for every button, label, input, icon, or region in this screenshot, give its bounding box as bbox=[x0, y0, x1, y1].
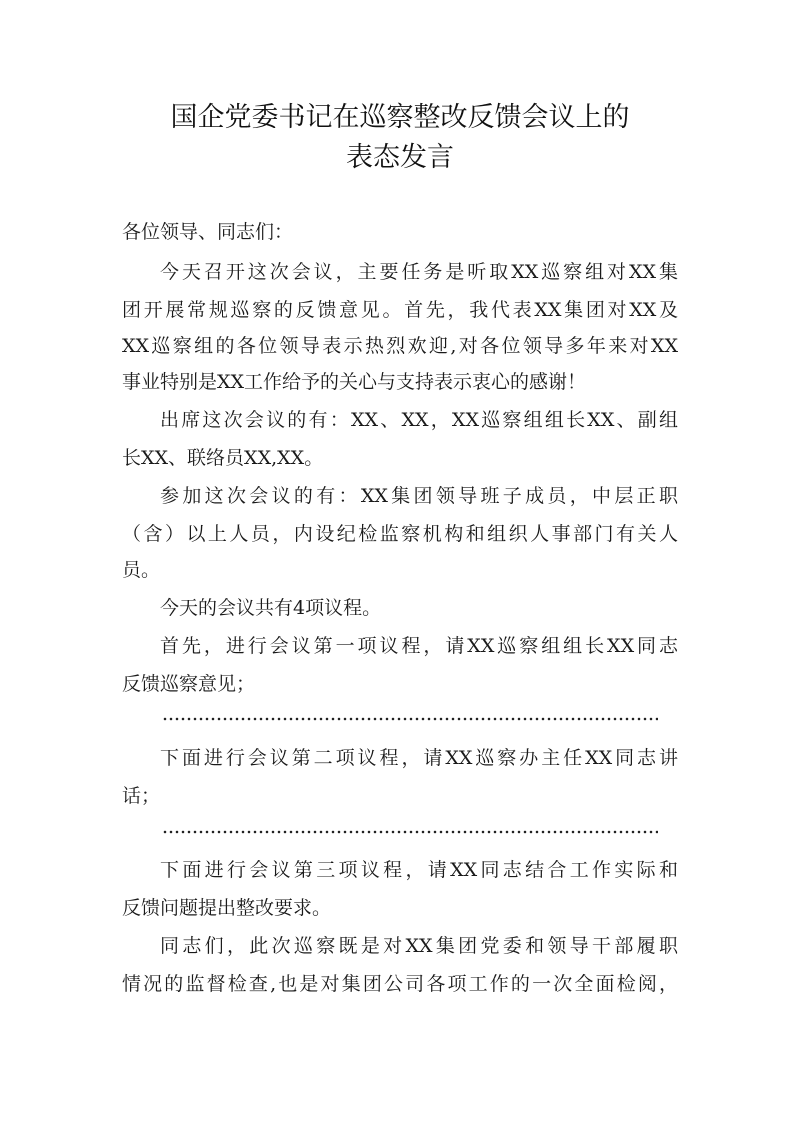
ellipsis-separator bbox=[162, 717, 658, 721]
paragraph-line: 长XX、联络员XX,XX。 bbox=[122, 447, 324, 469]
paragraph-line: XX巡察组的各位领导表示热烈欢迎,对各位领导多年来对XX bbox=[122, 335, 678, 357]
paragraph-line: 今天的会议共有4项议程。 bbox=[160, 597, 382, 619]
paragraph-line: 下面进行会议第三项议程，请XX同志结合工作实际和 bbox=[160, 859, 678, 881]
paragraph-line: 今天召开这次会议，主要任务是听取XX巡察组对XX集 bbox=[160, 261, 678, 283]
paragraph-line: 情况的监督检查,也是对集团公司各项工作的一次全面检阅， bbox=[122, 973, 678, 995]
paragraph-line: 反馈巡察意见； bbox=[122, 673, 256, 695]
paragraph-line: 首先，进行会议第一项议程，请XX巡察组组长XX同志 bbox=[160, 635, 678, 657]
paragraph-line: 参加这次会议的有：XX集团领导班子成员，中层正职 bbox=[160, 485, 678, 507]
paragraph-line: 反馈问题提出整改要求。 bbox=[122, 897, 332, 919]
paragraph-line: 下面进行会议第二项议程，请XX巡察办主任XX同志讲 bbox=[160, 747, 678, 769]
paragraph-line: 话； bbox=[122, 785, 161, 807]
paragraph-line: 出席这次会议的有：XX、XX，XX巡察组组长XX、副组 bbox=[160, 409, 678, 431]
ellipsis-separator bbox=[162, 830, 658, 834]
paragraph-line: 团开展常规巡察的反馈意见。首先，我代表XX集团对XX及 bbox=[122, 299, 678, 321]
paragraph-line: （含）以上人员，内设纪检监察机构和组织人事部门有关人 bbox=[122, 523, 678, 545]
paragraph-line: 事业特别是XX工作给予的关心与支持表示衷心的感谢！ bbox=[122, 371, 587, 393]
paragraph-line: 同志们，此次巡察既是对XX集团党委和领导干部履职 bbox=[160, 935, 678, 957]
document-title-line-1: 国企党委书记在巡察整改反馈会议上的 bbox=[170, 102, 630, 133]
document-title-line-2: 表态发言 bbox=[346, 142, 454, 173]
paragraph-line: 员。 bbox=[122, 559, 161, 581]
salutation: 各位领导、同志们： bbox=[122, 221, 294, 243]
